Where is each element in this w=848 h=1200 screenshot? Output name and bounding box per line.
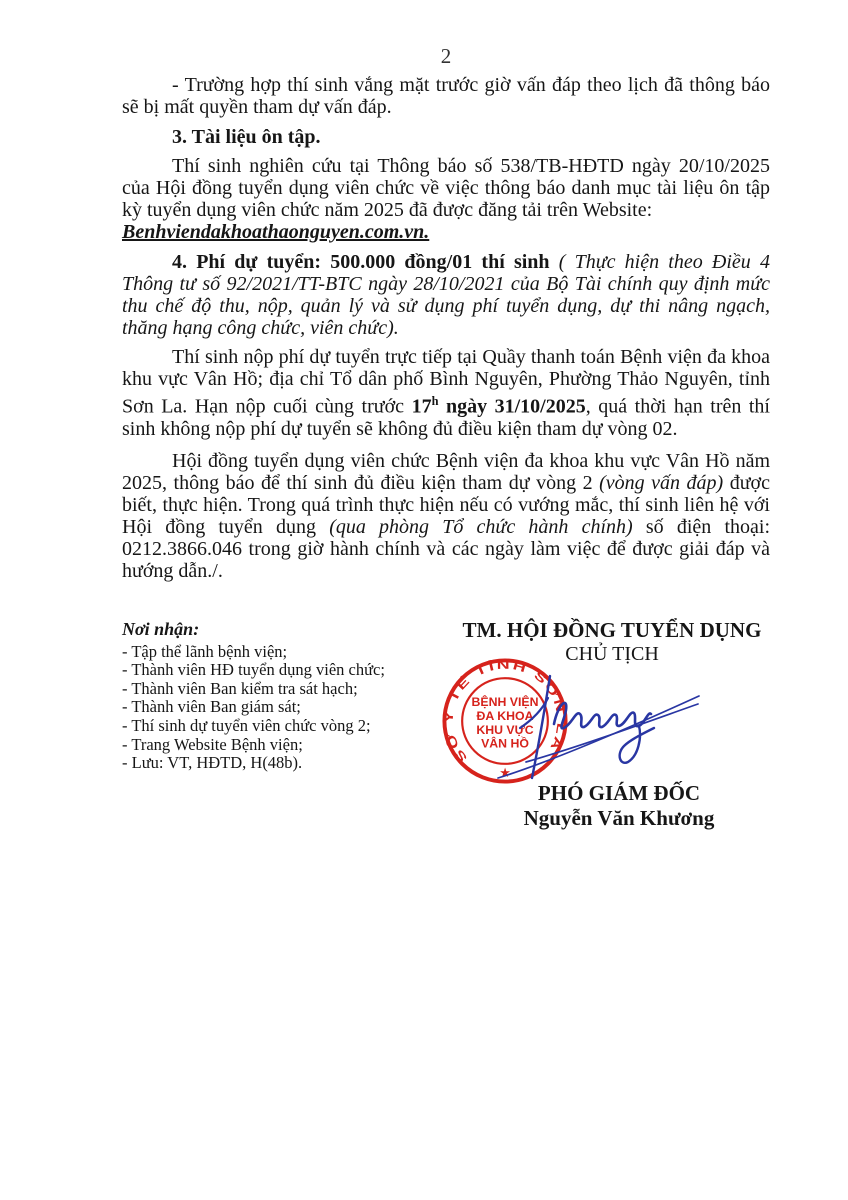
- fee-amount-text: 4. Phí dự tuyển: 500.000 đồng/01 thí sinh: [172, 251, 559, 273]
- study-materials-text: Thí sinh nghiên cứu tại Thông báo số 538/TB-HĐTD ngày 20/10/2025 của Hội đồng tuyển dụng viên chức về việc thông báo danh mục tài liệu ôn tập kỳ tuyển dụng viên chức năm 2025 đã được đăng tải trên Website:: [122, 155, 770, 221]
- paragraph-absence-rule: [122, 74, 770, 118]
- signer-position: PHÓ GIÁM ĐỐC: [537, 781, 701, 805]
- signature-ink-icon: [492, 666, 707, 791]
- fee-legal-basis-text: ( Thực hiện theo Điều 4 Thông tư số 92/2021/TT-BTC ngày 28/10/2021 của Bộ Tài chính quy định mức thu chế độ thu, nộp, quản lý và sử dụng phí tuyển dụng, dự thi nâng ngạch, thăng hạng công chức, viên chức).: [122, 251, 771, 339]
- deadline-date: ngày 31/10/2025: [438, 395, 586, 418]
- page-number: 2: [440, 44, 452, 68]
- contact-middle-text: được biết, thực hiện. Trong quá trình thực hiện nếu có vướng mắc, thí sinh liên hệ với Hội đồng tuyển dụng: [122, 471, 770, 538]
- paragraph-payment: [122, 346, 770, 440]
- stamp-center-line: VÂN HỒ: [481, 736, 529, 751]
- recipients-block: [122, 620, 452, 773]
- deadline-hour-superscript: h: [431, 394, 439, 408]
- website-text: Benhviendakhoathaonguyen.com.vn.: [122, 221, 430, 243]
- deadline-hour: 17: [411, 395, 432, 418]
- recipient-item: - Tập thể lãnh bệnh viện;: [122, 641, 288, 661]
- paragraph-fee: [122, 251, 770, 339]
- recipient-item: - Thành viên Ban giám sát;: [122, 697, 301, 717]
- contact-office-note-text: (qua phòng Tổ chức hành chính): [329, 515, 633, 538]
- recipient-item: - Lưu: VT, HĐTD, H(48b).: [122, 753, 303, 773]
- paragraph-study-materials: [122, 155, 770, 243]
- contact-phone-text: số điện thoại: 0212.3866.046 trong giờ hành chính và các ngày làm việc để được giải đáp và hướng dẫn./.: [122, 515, 770, 582]
- contact-intro-text: Hội đồng tuyển dụng viên chức Bệnh viện đa khoa khu vực Vân Hồ năm 2025, thông báo để thí sinh đủ điều kiện tham dự vòng 2: [122, 449, 770, 494]
- signing-authority: TM. HỘI ĐỒNG TUYỂN DỤNG: [462, 618, 762, 642]
- payment-location-text: Thí sinh nộp phí dự tuyển trực tiếp tại Quầy thanh toán Bệnh viện đa khoa khu vực Vân Hồ; địa chỉ Tổ dân phố Bình Nguyên, Phường Thảo Nguyên, tỉnh Sơn La. Hạn nộp cuối cùng trước: [122, 346, 770, 418]
- recipient-item: - Trang Website Bệnh viện;: [122, 734, 303, 754]
- signing-title: CHỦ TỊCH: [565, 643, 659, 665]
- recipients-title: Nơi nhận:: [122, 619, 200, 639]
- absence-rule-text: - Trường hợp thí sinh vắng mặt trước giờ vấn đáp theo lịch đã thông báo sẽ bị mất quyền tham dự vấn đáp.: [122, 74, 770, 118]
- recipient-item: - Thí sinh dự tuyển viên chức vòng 2;: [122, 715, 371, 735]
- round2-note-text: (vòng vấn đáp): [599, 471, 724, 494]
- heading-text: 3. Tài liệu ôn tập.: [172, 126, 321, 148]
- section-heading-materials: [122, 126, 770, 148]
- stamp-center-line: BỆNH VIỆN: [471, 695, 539, 710]
- signer-name: Nguyễn Văn Khương: [523, 806, 715, 830]
- stamp-center-line: KHU VỰC: [476, 722, 534, 737]
- payment-warning-text: , quá thời hạn trên thí sinh không nộp phí dự tuyển sẽ không đủ điều kiện tham dự vòng 02.: [122, 395, 770, 440]
- recipient-item: - Thành viên Ban kiểm tra sát hạch;: [122, 678, 358, 698]
- stamp-star-icon: ★: [499, 766, 511, 781]
- stamp-center-line: ĐA KHOA: [476, 709, 534, 724]
- stamp-ring-text: SỞ Y TẾ TỈNH SƠN LA: [441, 657, 569, 765]
- document-body: [122, 74, 770, 582]
- paragraph-contact: [122, 450, 770, 582]
- recipient-item: - Thành viên HĐ tuyển dụng viên chức;: [122, 660, 385, 680]
